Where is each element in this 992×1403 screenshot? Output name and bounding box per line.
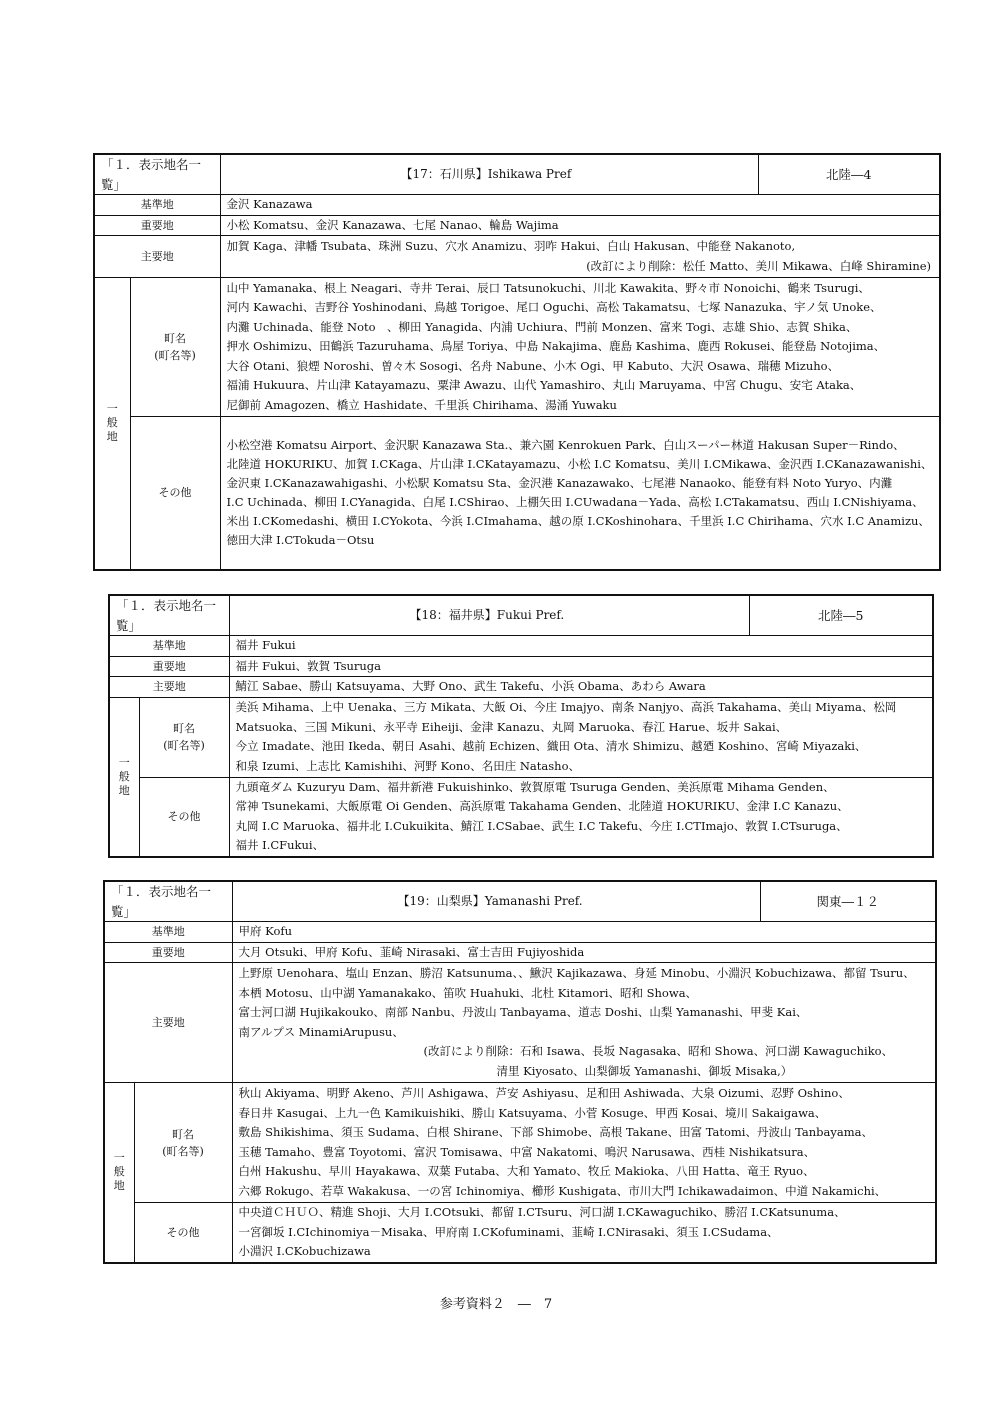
sonota-label: その他 bbox=[139, 777, 229, 857]
kijun-value: 金沢 Kanazawa bbox=[220, 195, 940, 216]
chomei-value: 美浜 Mihama、上中 Uenaka、三方 Mikata、大飯 Oi、今庄 Imajyo、南条 Nanjyo、高浜 Takahama、美山 Miyama、松岡 Matsuoka、三国 Mikuni、永平寺 Eiheiji、金津 Kanazu、丸岡 Maruoka、春江 Harue、坂井 Sakai、 今立 Imadate、池田 Ikeda、朝日 Asahi、越前 Echizen、織田 Ota、清水 Shimizu、越廼 Koshino、宮崎 Miyazaki、 和泉 Izumi、上志比 Kamishihi、河野 Kono、名田庄 Natasho、 bbox=[229, 697, 933, 777]
shuyo-value: 上野原 Uenohara、塩山 Enzan、勝沼 Katsunuma、、鰍沢 Kajikazawa、身延 Minobu、小淵沢 Kobuchizawa、都留 Tsuru、 本栖 Motosu、山中湖 Yamanakako、笛吹 Huahuki、北杜 Kitamori、昭和 Showa、 富士河口湖 Hujikakouko、南部 Nanbu、丹波山 Tanbayama、道志 Doshi、山梨 Yamanashi、甲斐 Kai、 南アルプス MinamiArupusu、 (改訂により削除：石和 Isawa、長坂 Nagasaka、昭和 Showa、河口湖 Kawaguchiko、 清里 Kiyosato、山梨御坂 Yamanashi、御坂 Misaka,） bbox=[232, 963, 936, 1083]
sonota-label: その他 bbox=[134, 1203, 232, 1263]
table-title: 「１．表示地名一覧」 bbox=[104, 881, 232, 922]
juyo-label: 重要地 bbox=[109, 656, 229, 677]
page-footer: 参考資料２ ― 7 bbox=[439, 1297, 553, 1312]
shuyo-value: 鯖江 Sabae、勝山 Katsuyama、大野 Ono、武生 Takefu、小浜 Obama、あわら Awara bbox=[229, 677, 933, 698]
kijun-label: 基準地 bbox=[109, 636, 229, 657]
sonota-label: その他 bbox=[130, 417, 220, 570]
chomei-label: 町名 (町名等) bbox=[139, 697, 229, 777]
sonota-value: 中央道ＣＨＵＯ、精進 Shoji、大月 I.COtsuki、都留 I.CTsuru、河口湖 I.CKawaguchiko、勝沼 I.CKatsunuma、 一宮御坂 I.CIchinomiya－Misaka、甲府南 I.CKofuminami、韮崎 I.CNirasaki、須玉 I.CSudama、 小淵沢 I.CKobuchizawa bbox=[232, 1203, 936, 1263]
sonota-value: 小松空港 Komatsu Airport、金沢駅 Kanazawa Sta.、兼六園 Kenrokuen Park、白山スーパー林道 Hakusan Super－Rindo、 北陸道 HOKURIKU、加賀 I.CKaga、片山津 I.CKatayamazu、小松 I.C Komatsu、美川 I.CMikawa、金沢西 I.CKanazawanishi、 金沢東 I.CKanazawahigashi、小松駅 Komatsu Sta、金沢港 Kanazawako、七尾港 Nanaoko、能登有料 Noto Yuryo、内灘 I.C Uchinada、柳田 I.CYanagida、白尾 I.CShirao、上棚矢田 I.CUwadana－Yada、高松 I.CTakamatsu、西山 I.CNishiyama、 米出 I.CKomedashi、横田 I.CYokota、今浜 I.CImahama、越の原 I.CKoshinohara、千里浜 I.C Chirihama、穴水 I.C Anamizu、 徳田大津 I.CTokuda－Otsu bbox=[220, 417, 940, 570]
table-yamanashi bbox=[103, 880, 937, 1264]
shuyo-label: 主要地 bbox=[94, 236, 220, 278]
juyo-label: 重要地 bbox=[94, 215, 220, 236]
shuyo-label: 主要地 bbox=[104, 963, 232, 1083]
chomei-value: 秋山 Akiyama、明野 Akeno、芦川 Ashigawa、芦安 Ashiyasu、足和田 Ashiwada、大泉 Oizumi、忍野 Oshino、 春日井 Kasugai、上九一色 Kamikuishiki、勝山 Katsuyama、小菅 Kosuge、甲西 Kosai、境川 Sakaigawa、 敷島 Shikishima、須玉 Sudama、白根 Shirane、下部 Shimobe、高根 Takane、田富 Tatomi、丹波山 Tanbayama、 玉穂 Tamaho、豊富 Toyotomi、富沢 Tomisawa、中富 Nakatomi、鳴沢 Narusawa、西桂 Nishikatsura、 白州 Hakushu、早川 Hayakawa、双葉 Futaba、大和 Yamato、牧丘 Makioka、八田 Hatta、竜王 Ryuo、 六郷 Rokugo、若草 Wakakusa、一の宮 Ichinomiya、櫛形 Kushigata、市川大門 Ichikawadaimon、中道 Nakamichi、 bbox=[232, 1083, 936, 1203]
prefecture-header: 【18：福井県】Fukui Pref. bbox=[229, 595, 749, 636]
juyo-value: 小松 Komatsu、金沢 Kanazawa、七尾 Nanao、輪島 Wajima bbox=[220, 215, 940, 236]
kijun-value: 福井 Fukui bbox=[229, 636, 933, 657]
shuyo-value: 加賀 Kaga、津幡 Tsubata、珠洲 Suzu、穴水 Anamizu、羽咋 Hakui、白山 Hakusan、中能登 Nakanoto, (改訂により削除：松任 Matto、美川 Mikawa、白峰 Shiramine) bbox=[220, 236, 940, 278]
page-code: 関東―１２ bbox=[760, 881, 936, 922]
table-fukui bbox=[108, 594, 934, 858]
kijun-label: 基準地 bbox=[94, 195, 220, 216]
juyo-value: 大月 Otsuki、甲府 Kofu、韮崎 Nirasaki、富士吉田 Fujiyoshida bbox=[232, 942, 936, 963]
kijun-value: 甲府 Kofu bbox=[232, 922, 936, 943]
chomei-value: 山中 Yamanaka、根上 Neagari、寺井 Terai、辰口 Tatsunokuchi、川北 Kawakita、野々市 Nonoichi、鶴来 Tsurugi、 河内 Kawachi、吉野谷 Yoshinodani、鳥越 Torigoe、尾口 Oguchi、高松 Takamatsu、七塚 Nanazuka、宇ノ気 Unoke、 内灘 Uchinada、能登 Noto 、柳田 Yanagida、内浦 Uchiura、門前 Monzen、富来 Togi、志雄 Shio、志賀 Shika、 押水 Oshimizu、田鶴浜 Tazuruhama、鳥屋 Toriya、中島 Nakajima、鹿島 Kashima、鹿西 Rokusei、能登島 Notojima、 大谷 Otani、狼煙 Noroshi、曽々木 Sosogi、名舟 Nabune、小木 Ogi、甲 Kabuto、大沢 Osawa、瑞穂 Mizuho、 福浦 Hukuura、片山津 Katayamazu、粟津 Awazu、山代 Yamashiro、丸山 Maruyama、中宮 Chugu、安宅 Ataka、 尼御前 Amagozen、橋立 Hashidate、千里浜 Chirihama、湯涌 Yuwaku bbox=[220, 278, 940, 417]
table-ishikawa bbox=[93, 153, 941, 571]
table-title: 「１．表示地名一覧」 bbox=[109, 595, 229, 636]
shuyo-label: 主要地 bbox=[109, 677, 229, 698]
juyo-label: 重要地 bbox=[104, 942, 232, 963]
page-code: 北陸―4 bbox=[758, 154, 940, 195]
prefecture-header: 【17：石川県】Ishikawa Pref bbox=[220, 154, 758, 195]
ippan-label: 一 般 地 bbox=[104, 1083, 134, 1263]
prefecture-header: 【19：山梨県】Yamanashi Pref. bbox=[232, 881, 760, 922]
juyo-value: 福井 Fukui、敦賀 Tsuruga bbox=[229, 656, 933, 677]
ippan-label: 一 般 地 bbox=[109, 697, 139, 857]
page-code: 北陸―5 bbox=[749, 595, 933, 636]
chomei-label: 町名 (町名等) bbox=[130, 278, 220, 417]
sonota-value: 九頭竜ダム Kuzuryu Dam、福井新港 Fukuishinko、敦賀原電 Tsuruga Genden、美浜原電 Mihama Genden、 常神 Tsunekami、大飯原電 Oi Genden、高浜原電 Takahama Genden、北陸道 HOKURIKU、金津 I.C Kanazu、 丸岡 I.C Maruoka、福井北 I.Cukuikita、鯖江 I.CSabae、武生 I.C Takefu、今庄 I.CTImajo、敦賀 I.CTsuruga、 福井 I.CFukui、 bbox=[229, 777, 933, 857]
table-title: 「１．表示地名一覧」 bbox=[94, 154, 220, 195]
ippan-label: 一 般 地 bbox=[94, 278, 130, 570]
chomei-label: 町名 (町名等) bbox=[134, 1083, 232, 1203]
kijun-label: 基準地 bbox=[104, 922, 232, 943]
